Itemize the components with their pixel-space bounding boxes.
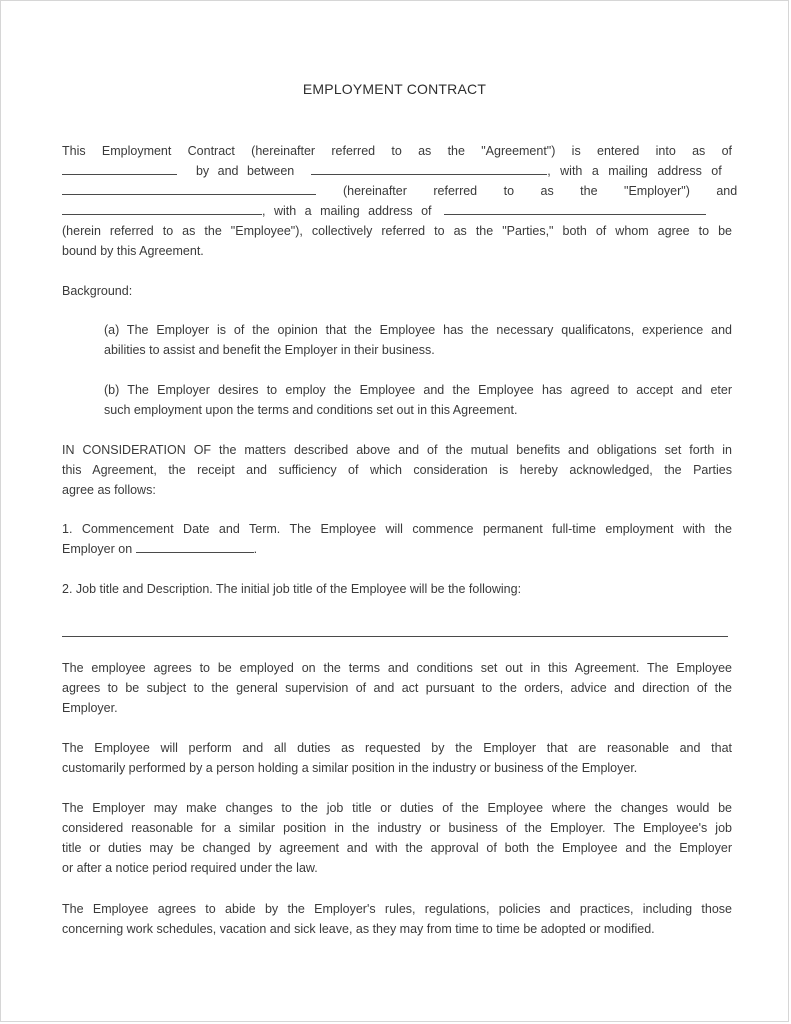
- background-item-b: [104, 380, 732, 420]
- clause-1-line-2: [62, 539, 732, 559]
- consideration-line-3: agree as follows:: [62, 483, 156, 497]
- duties-paragraph: [62, 738, 732, 778]
- employer-address-blank[interactable]: [62, 181, 316, 195]
- job-title-blank[interactable]: [62, 636, 728, 637]
- intro-line-3: [62, 181, 738, 201]
- rules-line-2: concerning work schedules, vacation and sick leave, as they may from time to time be adopted or modified.: [62, 922, 655, 936]
- intro-mailing-address-1: , with a mailing address of: [547, 164, 722, 178]
- commencement-date-blank[interactable]: [136, 539, 254, 553]
- consideration-paragraph: [62, 440, 732, 500]
- rules-paragraph: [62, 899, 732, 939]
- clause-commencement: [62, 519, 732, 559]
- changes-line-3: title or duties may be changed by agreement and with the approval of both the Employee and the Employer: [62, 841, 732, 855]
- background-heading: Background:: [62, 284, 133, 298]
- intro-line-1: This Employment Contract (hereinafter referred to as the "Agreement") is entered into as of: [62, 144, 732, 158]
- clause-1-employer-on: Employer on: [62, 542, 133, 556]
- duties-line-1: The Employee will perform and all duties as requested by the Employer that are reasonable and that: [62, 741, 732, 755]
- background-a-line-2: abilities to assist and benefit the Employer in their business.: [104, 343, 435, 357]
- background-a-line-1: (a) The Employer is of the opinion that the Employee has the necessary qualificatons, experience and: [104, 323, 732, 337]
- employer-name-blank[interactable]: [311, 161, 547, 175]
- employee-name-blank[interactable]: [62, 201, 262, 215]
- changes-line-2: considered reasonable for a similar position in the industry or business of the Employer. The Employee's job: [62, 821, 732, 835]
- intro-line-6: bound by this Agreement.: [62, 244, 204, 258]
- intro-paragraph: [62, 141, 738, 261]
- changes-line-1: The Employer may make changes to the job title or duties of the Employee where the changes would be: [62, 801, 732, 815]
- intro-employer-ref: (hereinafter referred to as the "Employer") and: [342, 184, 738, 198]
- terms-line-1: The employee agrees to be employed on the terms and conditions set out in this Agreement. The Employee: [62, 661, 732, 675]
- clause-1-line-1: 1. Commencement Date and Term. The Employee will commence permanent full-time employment with the: [62, 522, 732, 536]
- intro-line-4: [62, 201, 732, 221]
- intro-line-5: (herein referred to as the "Employee"), collectively referred to as the "Parties," both of whom agree to be: [62, 224, 732, 238]
- clause-2-line: 2. Job title and Description. The initial job title of the Employee will be the following:: [62, 582, 522, 596]
- consideration-line-1: IN CONSIDERATION OF the matters described above and of the mutual benefits and obligations set forth in: [62, 443, 732, 457]
- document-title: EMPLOYMENT CONTRACT: [302, 81, 487, 97]
- duties-line-2: customarily performed by a person holding a similar position in the industry or business of the Employer.: [62, 761, 638, 775]
- employee-address-blank[interactable]: [444, 201, 706, 215]
- consideration-line-2: this Agreement, the receipt and sufficiency of which consideration is hereby acknowledged, the Parties: [62, 463, 732, 477]
- rules-line-1: The Employee agrees to abide by the Employer's rules, regulations, policies and practices, including those: [62, 902, 732, 916]
- terms-paragraph: [62, 658, 732, 718]
- intro-mailing-address-2: , with a mailing address of: [262, 204, 432, 218]
- background-b-line-2: such employment upon the terms and conditions set out in this Agreement.: [104, 403, 518, 417]
- terms-line-2: agrees to be subject to the general supervision of and act pursuant to the orders, advice and direction of the: [62, 681, 732, 695]
- terms-line-3: Employer.: [62, 701, 118, 715]
- changes-paragraph: [62, 798, 732, 878]
- background-b-line-1: (b) The Employer desires to employ the Employee and the Employee has agreed to accept and eter: [104, 383, 732, 397]
- intro-line-2: [62, 161, 732, 181]
- clause-job-title: [62, 579, 732, 599]
- background-item-a: [104, 320, 732, 360]
- agreement-date-blank[interactable]: [62, 161, 177, 175]
- changes-line-4: or after a notice period required under the law.: [62, 861, 318, 875]
- clause-1-period: .: [253, 542, 258, 556]
- intro-by-and-between: by and between: [195, 164, 295, 178]
